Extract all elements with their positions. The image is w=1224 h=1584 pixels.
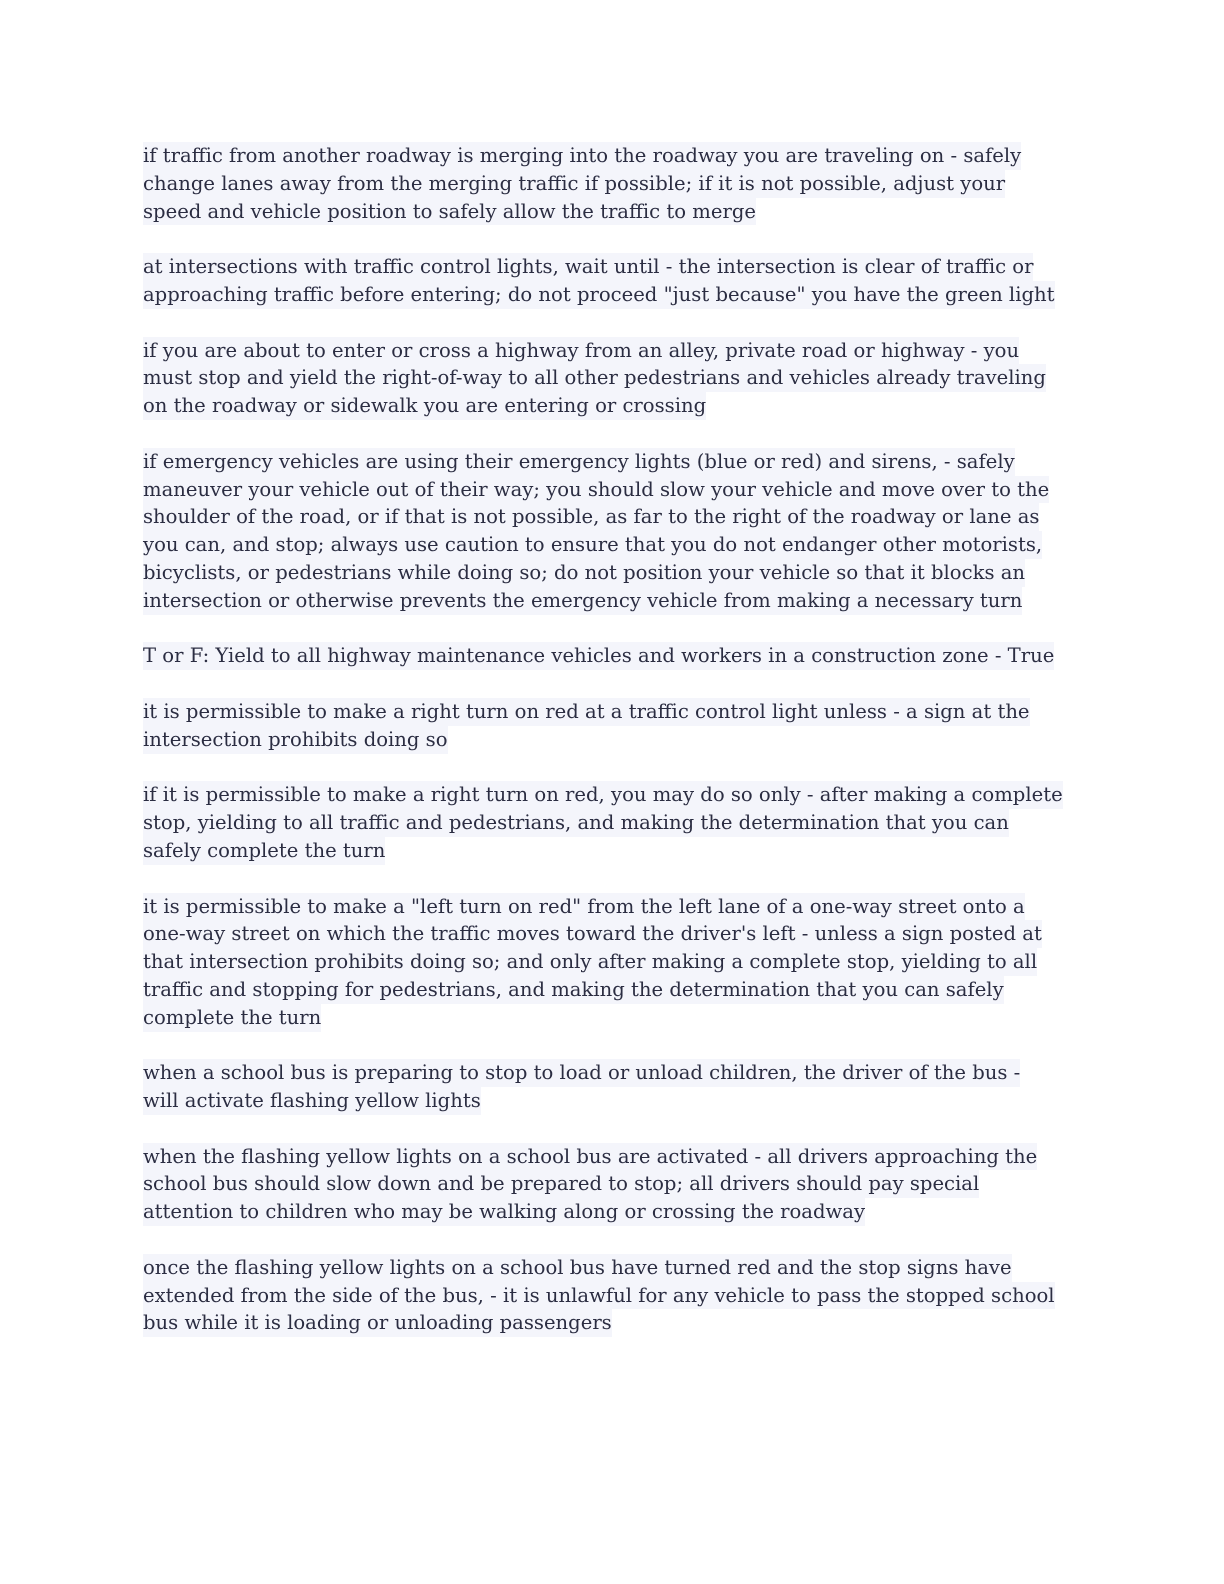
- text-line: if emergency vehicles are using their emergency lights (blue or red) and sirens, - safely: [143, 448, 1015, 476]
- flashcard-entry: [143, 1254, 1083, 1337]
- text-line: bicyclists, or pedestrians while doing so; do not position your vehicle so that it blocks an: [143, 559, 1025, 587]
- flashcard-entry: [143, 253, 1083, 309]
- text-line: complete the turn: [143, 1004, 321, 1032]
- text-line: intersection prohibits doing so: [143, 726, 448, 754]
- text-line: one-way street on which the traffic moves toward the driver's left - unless a sign posted at: [143, 920, 1042, 948]
- text-line: if it is permissible to make a right turn on red, you may do so only - after making a complete: [143, 781, 1063, 809]
- text-line: maneuver your vehicle out of their way; you should slow your vehicle and move over to the: [143, 476, 1049, 504]
- text-line: attention to children who may be walking along or crossing the roadway: [143, 1198, 865, 1226]
- flashcard-entry: [143, 893, 1083, 1032]
- flashcard-entry: [143, 781, 1083, 864]
- text-line: it is permissible to make a "left turn on red" from the left lane of a one-way street onto a: [143, 893, 1025, 921]
- text-line: on the roadway or sidewalk you are entering or crossing: [143, 392, 706, 420]
- text-line: school bus should slow down and be prepared to stop; all drivers should pay special: [143, 1170, 979, 1198]
- text-line: that intersection prohibits doing so; and only after making a complete stop, yielding to all: [143, 948, 1037, 976]
- text-line: extended from the side of the bus, - it is unlawful for any vehicle to pass the stopped school: [143, 1282, 1055, 1310]
- text-line: safely complete the turn: [143, 837, 385, 865]
- text-line: if traffic from another roadway is merging into the roadway you are traveling on - safely: [143, 142, 1021, 170]
- text-line: will activate flashing yellow lights: [143, 1087, 481, 1115]
- flashcard-entry: [143, 698, 1083, 754]
- text-line: intersection or otherwise prevents the emergency vehicle from making a necessary turn: [143, 587, 1022, 615]
- flashcard-entry: [143, 142, 1083, 225]
- text-line: if you are about to enter or cross a highway from an alley, private road or highway - you: [143, 337, 1019, 365]
- text-line: speed and vehicle position to safely allow the traffic to merge: [143, 198, 756, 226]
- document-page: [143, 142, 1083, 1365]
- text-line: shoulder of the road, or if that is not possible, as far to the right of the roadway or lane as: [143, 503, 1039, 531]
- text-line: change lanes away from the merging traffic if possible; if it is not possible, adjust your: [143, 170, 1005, 198]
- text-line: once the flashing yellow lights on a school bus have turned red and the stop signs have: [143, 1254, 1012, 1282]
- text-line: must stop and yield the right-of-way to all other pedestrians and vehicles already traveling: [143, 364, 1046, 392]
- flashcard-entry: [143, 1059, 1083, 1115]
- text-line: when a school bus is preparing to stop to load or unload children, the driver of the bus -: [143, 1059, 1020, 1087]
- text-line: T or F: Yield to all highway maintenance vehicles and workers in a construction zone - True: [143, 642, 1054, 670]
- flashcard-entry: [143, 1143, 1083, 1226]
- text-line: you can, and stop; always use caution to ensure that you do not endanger other motorists,: [143, 531, 1042, 559]
- text-line: bus while it is loading or unloading passengers: [143, 1309, 612, 1337]
- flashcard-entry: [143, 448, 1083, 615]
- text-line: at intersections with traffic control lights, wait until - the intersection is clear of traffic or: [143, 253, 1033, 281]
- text-line: stop, yielding to all traffic and pedestrians, and making the determination that you can: [143, 809, 1009, 837]
- flashcard-entry: [143, 337, 1083, 420]
- text-line: approaching traffic before entering; do not proceed "just because" you have the green light: [143, 281, 1055, 309]
- text-line: it is permissible to make a right turn on red at a traffic control light unless - a sign at the: [143, 698, 1030, 726]
- text-line: traffic and stopping for pedestrians, and making the determination that you can safely: [143, 976, 1004, 1004]
- text-line: when the flashing yellow lights on a school bus are activated - all drivers approaching the: [143, 1143, 1037, 1171]
- flashcard-entry: [143, 642, 1083, 670]
